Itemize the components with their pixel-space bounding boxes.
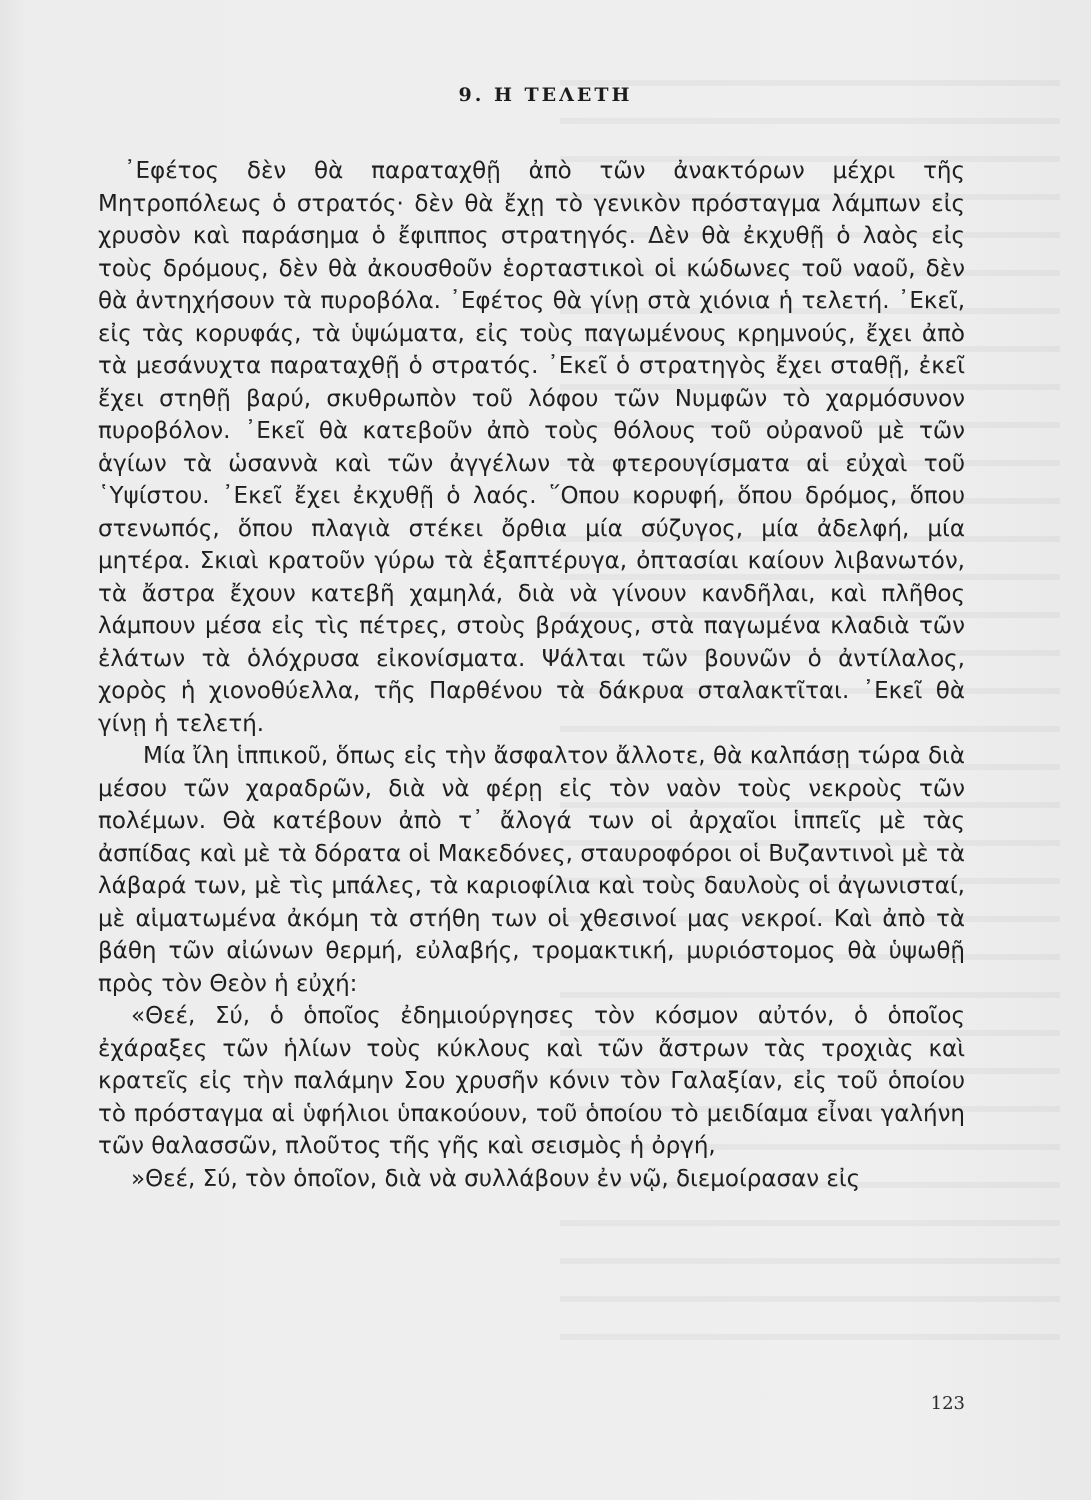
chapter-title: 9. Η ΤΕΛΕΤΗ	[458, 84, 633, 106]
chapter-body	[98, 155, 965, 1195]
paragraph-4: »Θεέ, Σύ, τὸν ὁποῖον, διὰ νὰ συλλάβουν ἐν νῷ, διεμοίρασαν εἰς	[131, 1165, 861, 1192]
paragraph-1: ᾿Εφέτος δὲν θὰ παραταχθῇ ἀπὸ τῶν ἀνακτόρων μέχρι τῆς Μητροπόλεως ὁ στρατός· δὲν θὰ ἔχῃ τὸ γενικὸν πρόσταγμα λάμπων εἰς χρυσὸν καὶ παράσημα ὁ ἔφιππος στρατηγός. Δὲν θὰ ἐκχυθῇ ὁ λαὸς εἰς τοὺς δρόμους, δὲν θὰ ἀκουσθοῦν ἑορταστικοὶ οἱ κώδωνες τοῦ ναοῦ, δὲν θὰ ἀντηχήσουν τὰ πυροβόλα. ᾿Εφέτος θὰ γίνῃ στὰ χιόνια ἡ τελετή. ᾿Εκεῖ, εἰς τὰς κορυφάς, τὰ ὑψώματα, εἰς τοὺς παγωμένους κρημνούς, ἔχει ἀπὸ τὰ μεσάνυχτα παραταχθῇ ὁ στρατός. ᾿Εκεῖ ὁ στρατηγὸς ἔχει σταθῇ, ἐκεῖ ἔχει στηθῇ βαρύ, σκυθρωπὸν τοῦ λόφου τῶν Νυμφῶν τὸ χαρμόσυνον πυροβόλον. ᾿Εκεῖ θὰ κατεβοῦν ἀπὸ τοὺς θόλους τοῦ οὐρανοῦ μὲ τῶν ἁγίων τὰ ὡσαννὰ καὶ τῶν ἀγγέλων τὰ φτερουγίσματα αἱ εὐχαὶ τοῦ ῾Υψίστου. ᾿Εκεῖ ἔχει ἐκχυθῇ ὁ λαός. ῞Οπου κορυφή, ὅπου δρόμος, ὅπου στενωπός, ὅπου πλαγιὰ στέκει ὄρθια μία σύζυγος, μία ἀδελφή, μία μητέρα. Σκιαὶ κρατοῦν γύρω τὰ ἑξαπτέρυγα, ὀπτασίαι καίουν λιβανωτόν, τὰ ἄστρα ἔχουν κατεβῆ χαμηλά, διὰ νὰ γίνουν κανδῆλαι, καὶ πλῆθος λάμπουν μέσα εἰς τὶς πέτρες, στοὺς βράχους, στὰ παγωμένα κλαδιὰ τῶν ἐλάτων τὰ ὁλόχρυσα εἰκονίσματα. Ψάλται τῶν βουνῶν ὁ ἀντίλαλος, χορὸς ἡ χιονοθύελλα, τῆς Παρθένου τὰ δάκρυα σταλακτῖται. ᾿Εκεῖ θὰ γίνῃ ἡ τελετή.	[98, 158, 965, 737]
page-number: 123	[930, 1393, 965, 1414]
paragraph-2: Μία ἴλη ἱππικοῦ, ὅπως εἰς τὴν ἄσφαλτον ἄλλοτε, θὰ καλπάσῃ τώρα διὰ μέσου τῶν χαραδρῶν, διὰ νὰ φέρῃ εἰς τὸν ναὸν τοὺς νεκροὺς τῶν πολέμων. Θὰ κατέβουν ἀπὸ τ᾿ ἄλογά των οἱ ἀρχαῖοι ἱππεῖς μὲ τὰς ἀσπίδας καὶ μὲ τὰ δόρατα οἱ Μακεδόνες, σταυροφόροι οἱ Βυζαντινοὶ μὲ τὰ λάβαρά των, μὲ τὶς μπάλες, τὰ καριοφίλια καὶ τοὺς δαυλοὺς οἱ ἀγωνισταί, μὲ αἱματωμένα ἀκόμη τὰ στήθη των οἱ χθεσινοί μας νεκροί. Καὶ ἀπὸ τὰ βάθη τῶν αἰώνων θερμή, εὐλαβής, τρομακτική, μυριόστομος θὰ ὑψωθῇ πρὸς τὸν Θεὸν ἡ εὐχή:	[98, 743, 965, 997]
paragraph-3: «Θεέ, Σύ, ὁ ὁποῖος ἐδημιούργησες τὸν κόσμον αὐτόν, ὁ ὁποῖος ἐχάραξες τῶν ἡλίων τοὺς κύκλους καὶ τῶν ἄστρων τὰς τροχιὰς καὶ κρατεῖς εἰς τὴν παλάμην Σου χρυσῆν κόνιν τὸν Γαλαξίαν, εἰς τοῦ ὁποίου τὸ πρόσταγμα αἱ ὑφήλιοι ὑπακούουν, τοῦ ὁποίου τὸ μειδίαμα εἶναι γαλήνη τῶν θαλασσῶν, πλοῦτος τῆς γῆς καὶ σεισμὸς ἡ ὀργή,	[98, 1003, 965, 1159]
